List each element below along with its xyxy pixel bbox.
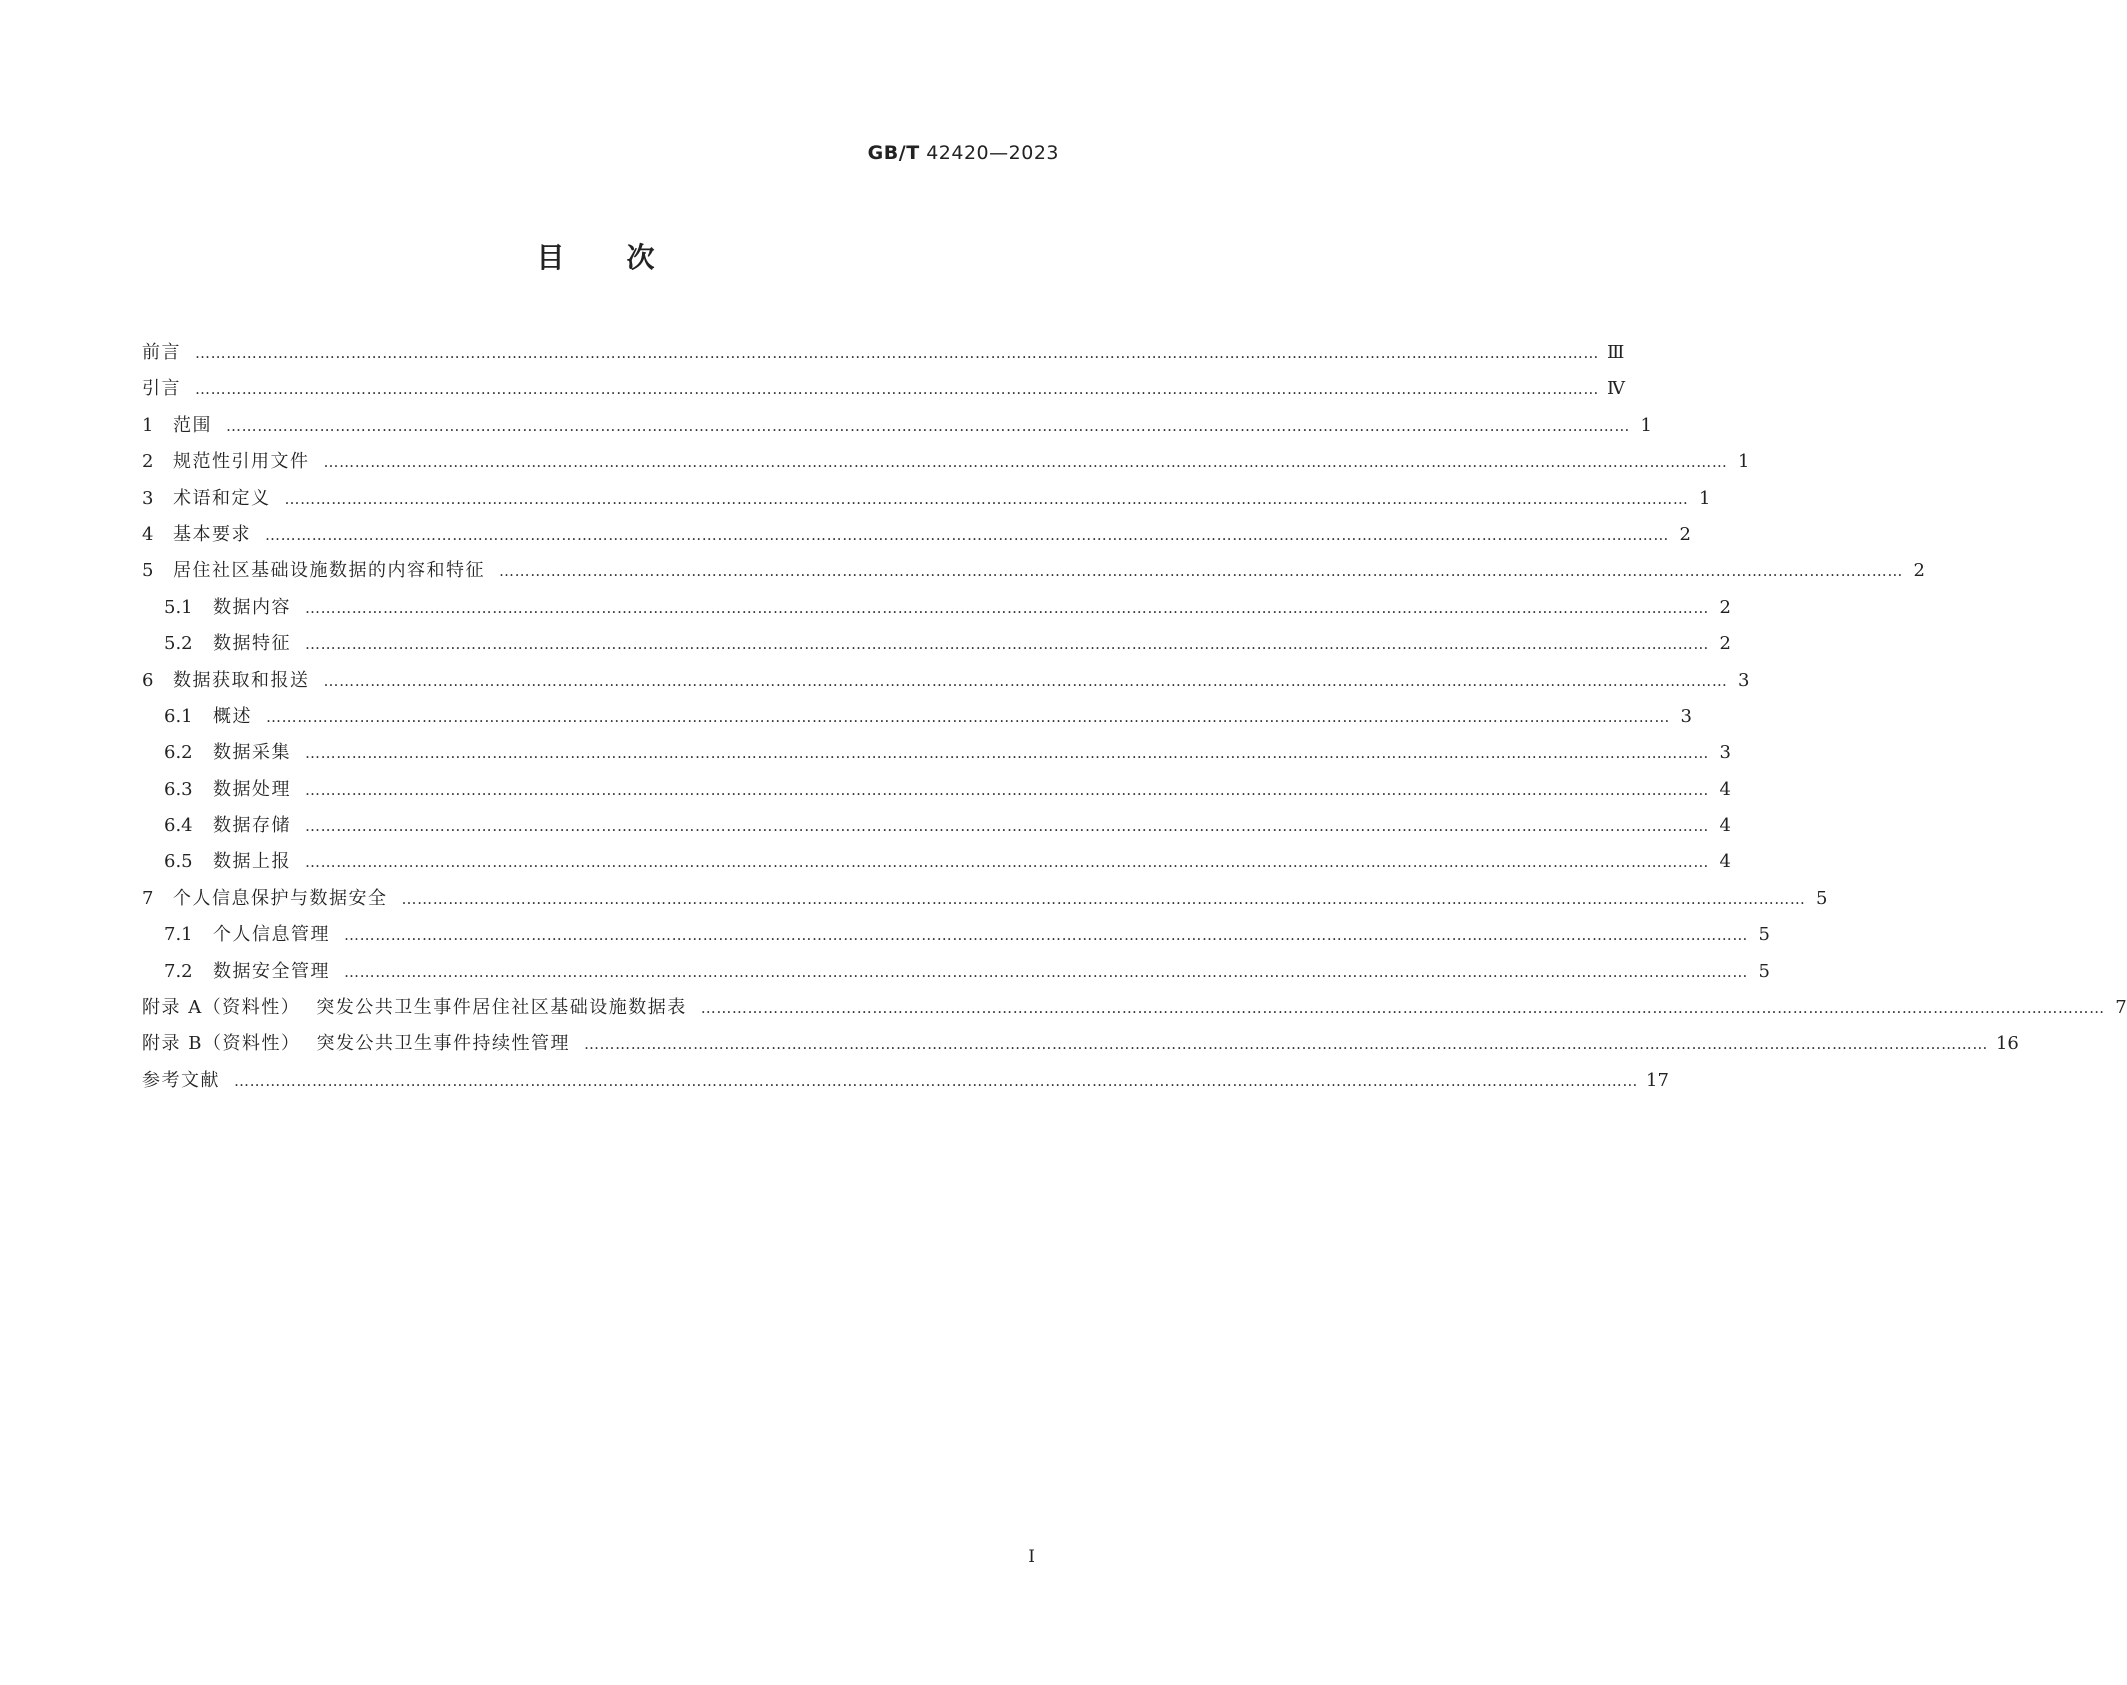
toc-entry[interactable]	[142, 521, 1691, 557]
toc-entry-label-text: 附录 B（资料性）	[142, 1033, 301, 1055]
toc-entry-label-text: 数据安全管理	[213, 960, 330, 982]
toc-entry-label-text: 范围	[173, 414, 212, 436]
toc-entry[interactable]	[142, 994, 2127, 1030]
toc-entry-label-text: 基本要求	[173, 523, 251, 545]
dot-leader: ………………………………………………………………………………………………………………………………………………………………………………………………………………………………………………	[305, 780, 1709, 799]
page-folio: Ⅰ	[1028, 1547, 1035, 1567]
toc-entry-label	[173, 557, 485, 585]
toc-entry-label	[142, 994, 687, 1022]
dot-leader: ………………………………………………………………………………………………………………………………………………………………………………………………………………………………………………	[344, 926, 1748, 945]
toc-entry-annex-title: 突发公共卫生事件持续性管理	[316, 1033, 570, 1055]
toc-entry[interactable]	[142, 375, 1625, 411]
standard-number: 42420—2023	[926, 142, 1059, 164]
toc-entry-number: 5	[142, 560, 154, 582]
toc-entry-label	[213, 958, 330, 986]
toc-entry-number: 7.2	[164, 960, 193, 982]
toc-entry-number: 1	[142, 414, 154, 436]
toc-entry-number: 7.1	[164, 924, 193, 946]
toc-entry-page: 2	[1913, 560, 1925, 582]
table-of-contents	[142, 339, 2127, 1103]
dot-leader: ………………………………………………………………………………………………………………………………………………………………………………………………………………………………………………	[323, 453, 1728, 472]
toc-entry-label-text: 数据获取和报送	[173, 669, 310, 691]
toc-entry[interactable]	[142, 557, 1925, 593]
toc-entry-page: 3	[1738, 669, 1750, 691]
toc-entry[interactable]	[142, 1030, 2019, 1066]
toc-entry-page: 1	[1699, 487, 1711, 509]
toc-entry-page: Ⅲ	[1607, 342, 1625, 363]
toc-entry-label-text: 概述	[213, 705, 252, 727]
toc-entry-label	[213, 812, 291, 840]
dot-leader: ………………………………………………………………………………………………………………………………………………………………………………………………………………………………………………	[266, 707, 1670, 726]
toc-entry[interactable]	[142, 703, 1692, 739]
dot-leader: ………………………………………………………………………………………………………………………………………………………………………………………………………………………………………………	[323, 671, 1728, 690]
toc-entry-label-text: 数据上报	[213, 851, 291, 873]
toc-entry-number: 5.2	[164, 633, 193, 655]
dot-leader: ………………………………………………………………………………………………………………………………………………………………………………………………………………………………………………	[499, 562, 1903, 581]
toc-entry-annex-title: 突发公共卫生事件居住社区基础设施数据表	[316, 997, 687, 1019]
toc-entry-page: 7	[2115, 997, 2127, 1019]
toc-entry-page: Ⅳ	[1607, 378, 1625, 400]
toc-entry-label-text: 术语和定义	[173, 487, 271, 509]
toc-entry-label-text: 个人信息保护与数据安全	[173, 887, 388, 909]
toc-entry[interactable]	[142, 630, 1731, 666]
toc-entry-page: 3	[1680, 705, 1692, 727]
dot-leader: ………………………………………………………………………………………………………………………………………………………………………………………………………………………………………………	[234, 1071, 1638, 1090]
toc-entry-page: 2	[1679, 523, 1691, 545]
toc-entry[interactable]	[142, 339, 1625, 375]
dot-leader: ………………………………………………………………………………………………………………………………………………………………………………………………………………………………………………	[284, 489, 1689, 508]
toc-entry[interactable]	[142, 667, 1750, 703]
toc-entry[interactable]	[142, 958, 1770, 994]
toc-entry-label	[213, 739, 291, 767]
toc-entry-label-text: 个人信息管理	[213, 924, 330, 946]
toc-entry-label-text: 数据特征	[213, 633, 291, 655]
dot-leader: ………………………………………………………………………………………………………………………………………………………………………………………………………………………………………………	[700, 999, 2105, 1018]
toc-entry-label	[173, 485, 271, 513]
toc-entry-number: 4	[142, 523, 154, 545]
dot-leader: ………………………………………………………………………………………………………………………………………………………………………………………………………………………………………………	[305, 744, 1709, 763]
toc-entry-page: 5	[1758, 924, 1770, 946]
toc-entry[interactable]	[142, 594, 1731, 630]
toc-entry-label	[213, 630, 291, 658]
toc-entry-number: 2	[142, 451, 154, 473]
toc-entry-label-text: 规范性引用文件	[173, 451, 310, 473]
toc-entry-page: 2	[1719, 596, 1731, 618]
toc-entry-label-text: 居住社区基础设施数据的内容和特征	[173, 560, 485, 582]
standard-prefix: GB/T	[867, 142, 920, 164]
toc-entry-label	[142, 339, 181, 367]
dot-leader: ………………………………………………………………………………………………………………………………………………………………………………………………………………………………………………	[305, 853, 1709, 872]
toc-entry-label-text: 附录 A（资料性）	[142, 997, 301, 1019]
toc-entry-number: 6.5	[164, 851, 193, 873]
toc-entry[interactable]	[142, 485, 1711, 521]
toc-entry-page: 5	[1816, 887, 1828, 909]
toc-entry-label	[142, 375, 181, 403]
toc-entry-page: 16	[1995, 1033, 2019, 1055]
toc-entry-label-text: 前言	[142, 342, 181, 363]
dot-leader: ………………………………………………………………………………………………………………………………………………………………………………………………………………………………………………	[401, 889, 1806, 908]
toc-entry[interactable]	[142, 412, 1652, 448]
toc-entry-label	[213, 848, 291, 876]
dot-leader: ………………………………………………………………………………………………………………………………………………………………………………………………………………………………………………	[305, 635, 1709, 654]
toc-entry-label-text: 参考文献	[142, 1069, 220, 1091]
dot-leader: ………………………………………………………………………………………………………………………………………………………………………………………………………………………………………………	[226, 416, 1630, 435]
toc-entry-number: 3	[142, 487, 154, 509]
dot-leader: ………………………………………………………………………………………………………………………………………………………………………………………………………………………………………………	[305, 817, 1709, 836]
dot-leader: ………………………………………………………………………………………………………………………………………………………………………………………………………………………………………………	[305, 598, 1709, 617]
toc-entry-number: 5.1	[164, 596, 193, 618]
toc-entry-page: 17	[1646, 1069, 1669, 1091]
toc-entry[interactable]	[142, 848, 1731, 884]
dot-leader: ………………………………………………………………………………………………………………………………………………………………………………………………………………………………………………	[344, 962, 1748, 981]
toc-entry[interactable]	[142, 448, 1750, 484]
toc-entry-label-text: 数据存储	[213, 815, 291, 837]
toc-entry-label	[173, 521, 251, 549]
toc-entry-label	[173, 412, 212, 440]
toc-entry-label-text: 引言	[142, 378, 181, 400]
toc-entry-page: 2	[1719, 633, 1731, 655]
dot-leader: ………………………………………………………………………………………………………………………………………………………………………………………………………………………………………………	[265, 525, 1669, 544]
dot-leader: ………………………………………………………………………………………………………………………………………………………………………………………………………………………………………………	[583, 1035, 1988, 1054]
toc-entry-label	[213, 776, 291, 804]
toc-entry[interactable]	[142, 921, 1770, 957]
toc-entry-label	[142, 1067, 220, 1095]
toc-entry-number: 6.2	[164, 742, 193, 764]
toc-entry-number: 6.4	[164, 815, 193, 837]
toc-entry-label	[142, 1030, 570, 1058]
toc-entry-label	[213, 921, 330, 949]
toc-entry[interactable]	[142, 885, 1828, 921]
toc-entry[interactable]	[142, 739, 1731, 775]
toc-entry-label	[173, 667, 310, 695]
dot-leader: ………………………………………………………………………………………………………………………………………………………………………………………………………………………………………………	[195, 380, 1599, 399]
toc-entry[interactable]	[142, 1067, 1669, 1103]
standard-code	[868, 139, 1059, 167]
toc-entry[interactable]	[142, 812, 1731, 848]
toc-entry-label	[213, 594, 291, 622]
toc-entry-number: 6	[142, 669, 154, 691]
toc-entry-number: 6.3	[164, 778, 193, 800]
toc-entry-page: 5	[1758, 960, 1770, 982]
toc-entry-label	[213, 703, 252, 731]
toc-entry-label	[173, 448, 310, 476]
toc-entry-label	[173, 885, 388, 913]
toc-entry-page: 1	[1738, 451, 1750, 473]
page-title: 目次	[536, 241, 717, 274]
toc-entry-label-text: 数据内容	[213, 596, 291, 618]
toc-entry-page: 4	[1719, 778, 1731, 800]
toc-entry-number: 6.1	[164, 705, 193, 727]
toc-entry-page: 4	[1719, 851, 1731, 873]
toc-entry[interactable]	[142, 776, 1731, 812]
toc-entry-number: 7	[142, 887, 154, 909]
toc-entry-page: 4	[1719, 815, 1731, 837]
toc-entry-label-text: 数据处理	[213, 778, 291, 800]
dot-leader: ………………………………………………………………………………………………………………………………………………………………………………………………………………………………………………	[195, 344, 1599, 362]
toc-entry-page: 1	[1640, 414, 1652, 436]
toc-entry-page: 3	[1719, 742, 1731, 764]
toc-entry-label-text: 数据采集	[213, 742, 291, 764]
